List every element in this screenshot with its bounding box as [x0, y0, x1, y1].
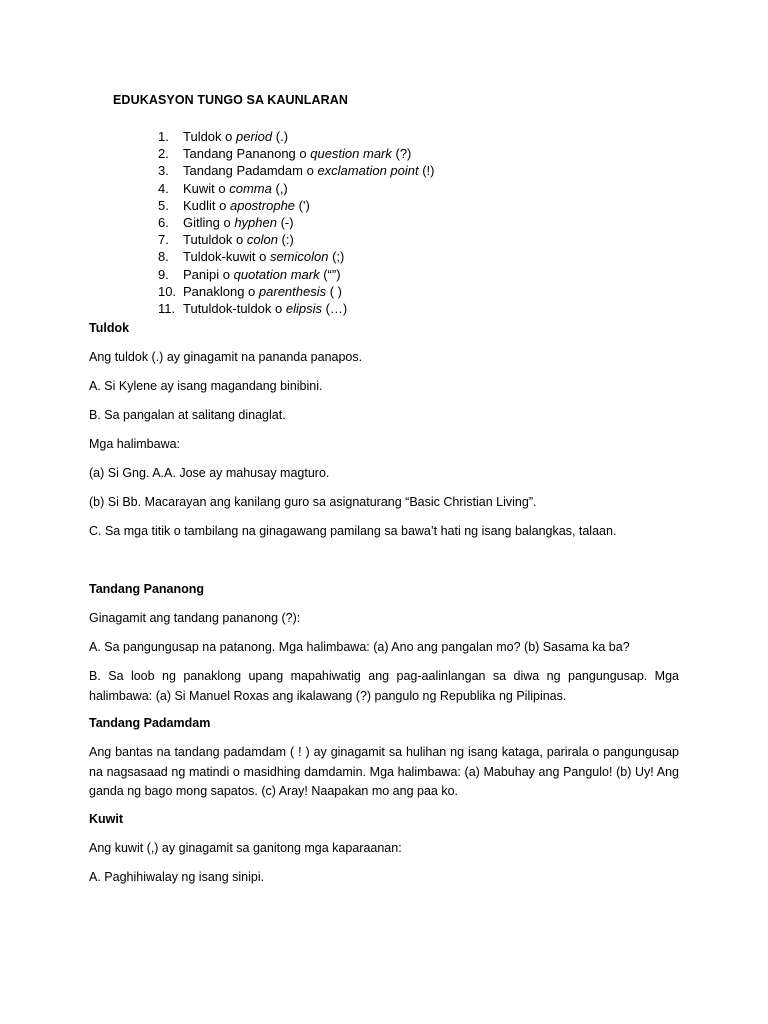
- section-heading-pananong: Tandang Pananong: [89, 582, 205, 596]
- list-item-label: Tuldok-kuwit o: [183, 249, 270, 265]
- list-item-english-term: exclamation point: [317, 163, 419, 179]
- list-item-english-term: quotation mark: [233, 266, 320, 282]
- list-item-label: Panipi o: [183, 266, 234, 282]
- list-item-number: 8.: [158, 249, 169, 265]
- list-item-text: [183, 266, 341, 283]
- pananong-item-b: B. Sa loob ng panaklong upang mapahiwatig ang pag-aalinlangan sa diwa ng pangungusap. Mga halimbawa: (a) Si Manuel Roxas ang ikalawang (?) pangulo ng Republika ng Pilipinas.: [89, 669, 679, 703]
- punctuation-list-item: [158, 162, 435, 179]
- list-item-text: [183, 145, 411, 162]
- list-item-symbol: (;): [328, 249, 345, 265]
- list-item-text: [183, 128, 288, 145]
- list-item-text: [183, 283, 342, 300]
- punctuation-list-item: [158, 197, 435, 214]
- list-item-english-term: colon: [246, 232, 278, 248]
- punctuation-list-item: [158, 231, 435, 248]
- list-item-text: [183, 248, 344, 265]
- list-item-symbol: (!): [418, 163, 435, 179]
- list-item-english-term: parenthesis: [258, 283, 327, 299]
- padamdam-body: Ang bantas na tandang padamdam ( ! ) ay ginagamit sa hulihan ng isang kataga, parirala o pangungusap na nagsasaad ng matindi o masidhing damdamin. Mga halimbawa: (a) Mabuhay ang Pangulo! (b) Uy! Ang ganda ng bago mong sapatos. (c) Aray! Naapakan mo ang paa ko.: [89, 745, 679, 798]
- list-item-symbol: (?): [391, 146, 412, 162]
- punctuation-list-item: [158, 128, 435, 145]
- list-item-number: 2.: [158, 146, 169, 162]
- punctuation-list-item: [158, 180, 435, 197]
- list-item-label: Tutuldok o: [183, 232, 247, 248]
- list-item-english-term: elipsis: [285, 301, 322, 317]
- list-item-label: Kuwit o: [183, 180, 230, 196]
- list-item-number: 7.: [158, 232, 169, 248]
- section-heading-tuldok: Tuldok: [89, 321, 130, 335]
- pananong-item-a: A. Sa pangungusap na patanong. Mga halimbawa: (a) Ano ang pangalan mo? (b) Sasama ka ba?: [89, 640, 630, 654]
- list-item-text: [183, 162, 435, 179]
- list-item-english-term: semicolon: [269, 249, 329, 265]
- list-item-text: [183, 214, 294, 231]
- punctuation-list-item: [158, 283, 435, 300]
- list-item-label: Tandang Pananong o: [183, 146, 311, 162]
- punctuation-list-item: [158, 300, 435, 317]
- section-heading-padamdam: Tandang Padamdam: [89, 716, 211, 730]
- list-item-symbol: (“”): [319, 266, 341, 282]
- tuldok-item-b: B. Sa pangalan at salitang dinaglat.: [89, 408, 286, 422]
- list-item-text: [183, 300, 347, 317]
- list-item-symbol: (…): [321, 301, 348, 317]
- list-item-number: 9.: [158, 266, 169, 282]
- list-item-label: Tutuldok-tuldok o: [183, 301, 286, 317]
- punctuation-list-item: [158, 145, 435, 162]
- list-item-number: 5.: [158, 197, 169, 213]
- punctuation-list-item: [158, 248, 435, 265]
- list-item-symbol: (.): [272, 129, 289, 144]
- list-item-number: 6.: [158, 215, 169, 231]
- punctuation-list: [158, 128, 435, 317]
- kuwit-item-a: A. Paghihiwalay ng isang sinipi.: [89, 870, 265, 884]
- list-item-symbol: (-): [276, 215, 294, 231]
- tuldok-item-a: A. Si Kylene ay isang magandang binibini.: [89, 379, 323, 393]
- pananong-intro: Ginagamit ang tandang pananong (?):: [89, 611, 301, 625]
- tuldok-examples-label: Mga halimbawa:: [89, 437, 181, 451]
- list-item-english-term: comma: [229, 180, 272, 196]
- list-item-symbol: (:): [277, 232, 294, 248]
- list-item-text: [183, 197, 310, 214]
- list-item-english-term: period: [236, 129, 273, 144]
- list-item-label: Panaklong o: [183, 283, 259, 299]
- list-item-number: 1.: [158, 129, 169, 144]
- list-item-english-term: hyphen: [234, 215, 277, 231]
- tuldok-intro: Ang tuldok (.) ay ginagamit na pananda panapos.: [89, 350, 363, 364]
- list-item-number: 10.: [158, 283, 177, 299]
- list-item-english-term: question mark: [310, 146, 392, 162]
- list-item-number: 4.: [158, 180, 169, 196]
- list-item-label: Tuldok o: [183, 129, 236, 144]
- tuldok-item-c: C. Sa mga titik o tambilang na ginagawang pamilang sa bawa’t hati ng isang balangkas, talaan.: [89, 524, 617, 538]
- kuwit-intro: Ang kuwit (,) ay ginagamit sa ganitong mga kaparaanan:: [89, 841, 402, 855]
- list-item-text: [183, 231, 294, 248]
- list-item-symbol: ( ): [326, 283, 343, 299]
- tuldok-example-a: (a) Si Gng. A.A. Jose ay mahusay magturo.: [89, 466, 330, 480]
- punctuation-list-item: [158, 214, 435, 231]
- list-item-number: 11.: [158, 301, 176, 317]
- list-item-label: Kudlit o: [183, 197, 230, 213]
- list-item-english-term: apostrophe: [229, 197, 296, 213]
- section-heading-kuwit: Kuwit: [89, 812, 124, 826]
- list-item-label: Gitling o: [183, 215, 235, 231]
- document-title: EDUKASYON TUNGO SA KAUNLARAN: [113, 93, 348, 107]
- list-item-symbol: (,): [271, 180, 288, 196]
- punctuation-list-item: [158, 266, 435, 283]
- list-item-number: 3.: [158, 163, 169, 179]
- tuldok-example-b: (b) Si Bb. Macarayan ang kanilang guro sa asignaturang “Basic Christian Living”.: [89, 495, 537, 509]
- list-item-label: Tandang Padamdam o: [183, 163, 318, 179]
- list-item-symbol: ('): [295, 197, 310, 213]
- list-item-text: [183, 180, 288, 197]
